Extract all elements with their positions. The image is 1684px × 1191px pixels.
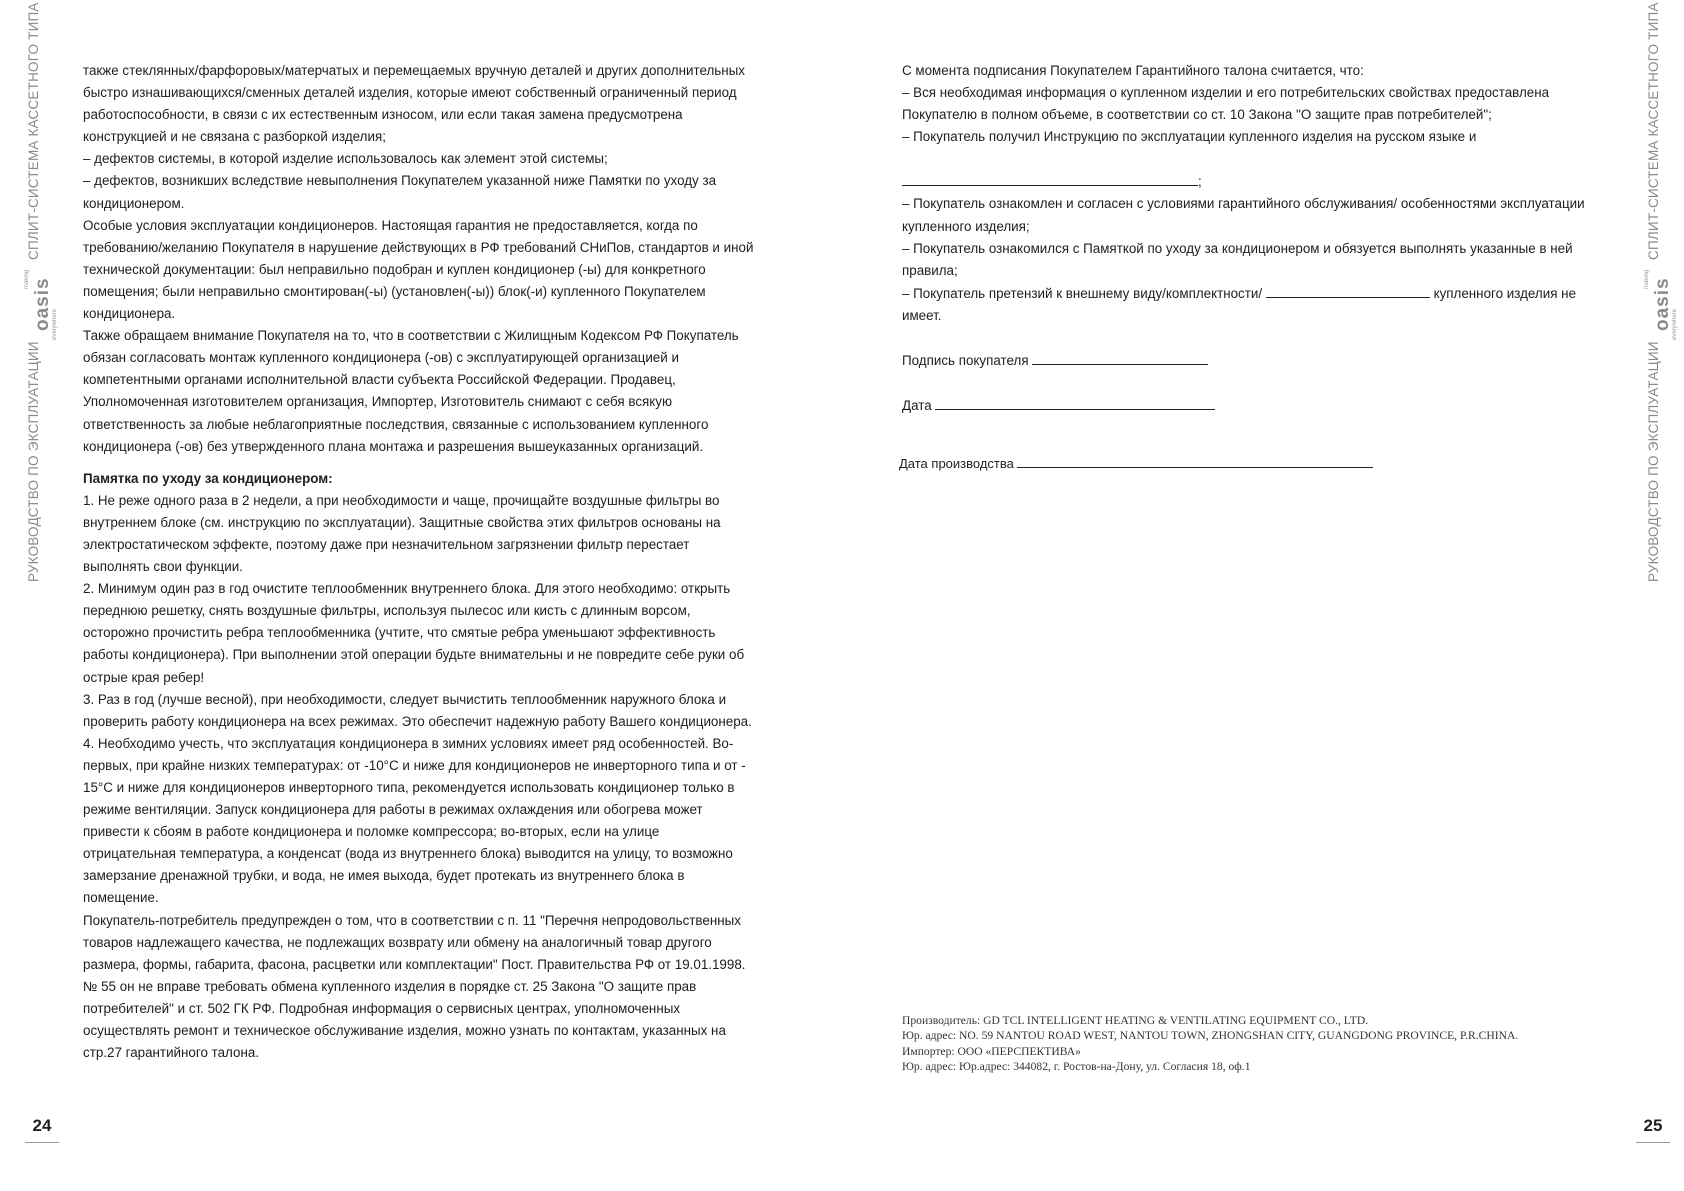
manual-label: РУКОВОДСТВО ПО ЭКСПЛУАТАЦИИ [1646, 341, 1661, 582]
production-date-row [899, 452, 1373, 471]
manufacturer-line: Производитель: GD TCL INTELLIGENT HEATING & VENTILATING EQUIPMENT CO., LTD. [902, 1014, 1369, 1027]
memo-item: 4. Необходимо учесть, что эксплуатация кондиционера в зимних условиях имеет ряд особенностей. Во-первых, при крайне низких температурах: от -10°С и ниже для кондиционеров не инверторного типа и от - 15°С и ниже для кондиционеров инверторного типа, рекомендуется использовать кондиционер только в режиме вентиляции. Запуск кондиционера для работы в режимах охлаждения или обогрева может привести к сбоям в работе кондиционера и поломке компрессора; во-вторых, если на улице отрицательная температура, а конденсат (вода из внутреннего блока) выводится на улицу, то возможно замерзание дренажной трубки, и вода, не имея выхода, будет протекать из внутреннего блока в помещение. [83, 735, 746, 906]
claims-item [902, 282, 1602, 327]
left-body-text [83, 60, 755, 1064]
logo-prefix: making [24, 270, 30, 290]
product-label: СПЛИТ-СИСТЕМА КАССЕТНОГО ТИПА [1646, 2, 1661, 260]
claims-suffix: купленного изделия не имеет. [902, 285, 1577, 323]
logo-brand: oasis [32, 277, 53, 331]
logo-prefix: making [1644, 270, 1650, 290]
claims-blank-line[interactable] [1266, 282, 1430, 298]
statement-item: – Покупатель получил Инструкцию по эксплуатации купленного изделия на русском языке и [902, 129, 1477, 145]
left-side-strip [22, 2, 58, 582]
date-label: Дата [902, 398, 932, 413]
date-row [902, 394, 1215, 413]
product-label: СПЛИТ-СИСТЕМА КАССЕТНОГО ТИПА [26, 2, 41, 260]
signature-row [902, 349, 1208, 368]
memo-item: 1. Не реже одного раза в 2 недели, а при необходимости и чаще, прочищайте воздушные фильтры во внутреннем блоке (см. инструкцию по эксплуатации). Защитные свойства этих фильтров основаны на электростатическом эффекте, поэтому даже при незначительном загрязнении фильтр перестает выполнять свои функции. [83, 492, 721, 575]
signature-label: Подпись покупателя [902, 353, 1029, 368]
language-blank-line[interactable] [902, 170, 1198, 186]
semicolon: ; [1198, 174, 1202, 190]
oasis-logo [1644, 268, 1678, 340]
date-line[interactable] [935, 394, 1215, 410]
page-number-left: 24 [25, 1116, 59, 1143]
paragraph: также стеклянных/фарфоровых/матерчатых и перемещаемых вручную деталей и других дополнительных быстро изнашивающихся/сменных деталей изделия, которые имеют собственный ограниченный период работоспособности, в связи с их естественным износом, или если такая замена предусмотрена конструкцией и не связана с разборкой изделия; [83, 63, 745, 145]
paragraph: – дефектов системы, в которой изделие использовалось как элемент этой системы; [83, 151, 608, 167]
memo-item: Покупатель-потребитель предупрежден о том, что в соответствии с п. 11 "Перечня непродовольственных товаров надлежащего качества, не подлежащих возврату или обмену на аналогичный товар другого размера, формы, габарита, фасона, расцветки или комплектации" Пост. Правительства РФ от 19.01.1998. № 55 он не вправе требовать обмена купленного изделия в порядке ст. 25 Закона "О защите прав потребителей" и ст. 502 ГК РФ. Подробная информация о сервисных центрах, уполномоченных осуществлять ремонт и техническое обслуживание изделия, можно узнать по контактам, указанных на стр.27 гарантийного талона. [83, 912, 746, 1061]
statement-item: – Покупатель ознакомился с Памяткой по уходу за кондиционером и обязуется выполнять указанные в ней правила; [902, 240, 1573, 278]
right-body-text [902, 60, 1602, 327]
production-date-line[interactable] [1017, 452, 1373, 468]
page-number-right: 25 [1636, 1116, 1670, 1143]
statement-item: – Вся необходимая информация о купленном изделии и его потребительских свойствах предоставлена Покупателю в полном объеме, в соответствии со ст. 10 Закона "О защите прав потребителей"; [902, 85, 1550, 123]
right-side-strip [1642, 2, 1678, 582]
paragraph: Особые условия эксплуатации кондиционеров. Настоящая гарантия не предоставляется, когда по требованию/желанию Покупателя в нарушение действующих в РФ требований СНиПов, стандартов и иной технической документации: был неправильно подобран и куплен кондиционер (-ы) для конкретного помещения; были неправильно смонтирован(-ы) (установлен(-ы)) блок(-и) купленного Покупателем кондиционера. [83, 217, 754, 322]
oasis-logo [24, 268, 58, 340]
intro-text: С момента подписания Покупателем Гарантийного талона считается, что: [902, 63, 1364, 78]
paragraph: – дефектов, возникших вследствие невыполнения Покупателем указанной ниже Памятки по уходу за кондиционером. [83, 173, 717, 211]
memo-item: 2. Минимум один раз в год очистите теплообменник внутреннего блока. Для этого необходимо: открыть переднюю решетку, снять воздушные фильтры, используя пылесос или кисть с длинным ворсом, осторожно прочистить ребра теплообменника (учтите, что смятые ребра уменьшают эффективность работы кондиционера). При выполнении этой операции будьте внимательны и не повредите себе руки об острые края ребер! [83, 581, 745, 685]
paragraph: Также обращаем внимание Покупателя на то, что в соответствии с Жилищным Кодексом РФ Покупатель обязан согласовать монтаж купленного кондиционера (-ов) с эксплуатирующей организацией и компетентными органами исполнительной власти субъекта Российской Федерации. Продавец, Уполномоченная изготовителем организация, Импортер, Изготовитель снимают с себя всякую ответственность за любые неблагоприятные последствия, связанные с использованием купленного кондиционера (-ов) без утвержденного плана монтажа и разрешения вышеуказанных организаций. [83, 328, 739, 454]
manufacturer-line: Юр. адрес: Юр.адрес: 344082, г. Ростов-на-Дону, ул. Согласия 18, оф.1 [902, 1059, 1251, 1073]
logo-suffix: everywhere [1672, 308, 1678, 340]
memo-title: Памятка по уходу за кондиционером: [83, 470, 333, 486]
logo-brand: oasis [1652, 277, 1673, 331]
manufacturer-line: Импортер: ООО «ПЕРСПЕКТИВА» [902, 1044, 1081, 1058]
signature-line[interactable] [1032, 349, 1208, 365]
statement-item: – Покупатель ознакомлен и согласен с условиями гарантийного обслуживания/ особенностями эксплуатации купленного изделия; [902, 196, 1585, 234]
manufacturer-line: Юр. адрес: NO. 59 NANTOU ROAD WEST, NANTOU TOWN, ZHONGSHAN CITY, GUANGDONG PROVINCE, P.R.CHINA. [902, 1029, 1519, 1043]
claims-prefix: – Покупатель претензий к внешнему виду/комплектности/ [902, 285, 1263, 301]
right-page [842, 0, 1684, 1191]
manual-label: РУКОВОДСТВО ПО ЭКСПЛУАТАЦИИ [26, 341, 41, 582]
logo-suffix: everywhere [52, 308, 58, 340]
manufacturer-info [902, 1013, 1622, 1074]
production-date-label: Дата производства [899, 456, 1014, 471]
memo-item: 3. Раз в год (лучше весной), при необходимости, следует вычистить теплообменник наружного блока и проверить работу кондиционера на всех режимах. Это обеспечит надежную работу Вашего кондиционера. [83, 691, 752, 729]
language-blank-row [902, 170, 1602, 193]
